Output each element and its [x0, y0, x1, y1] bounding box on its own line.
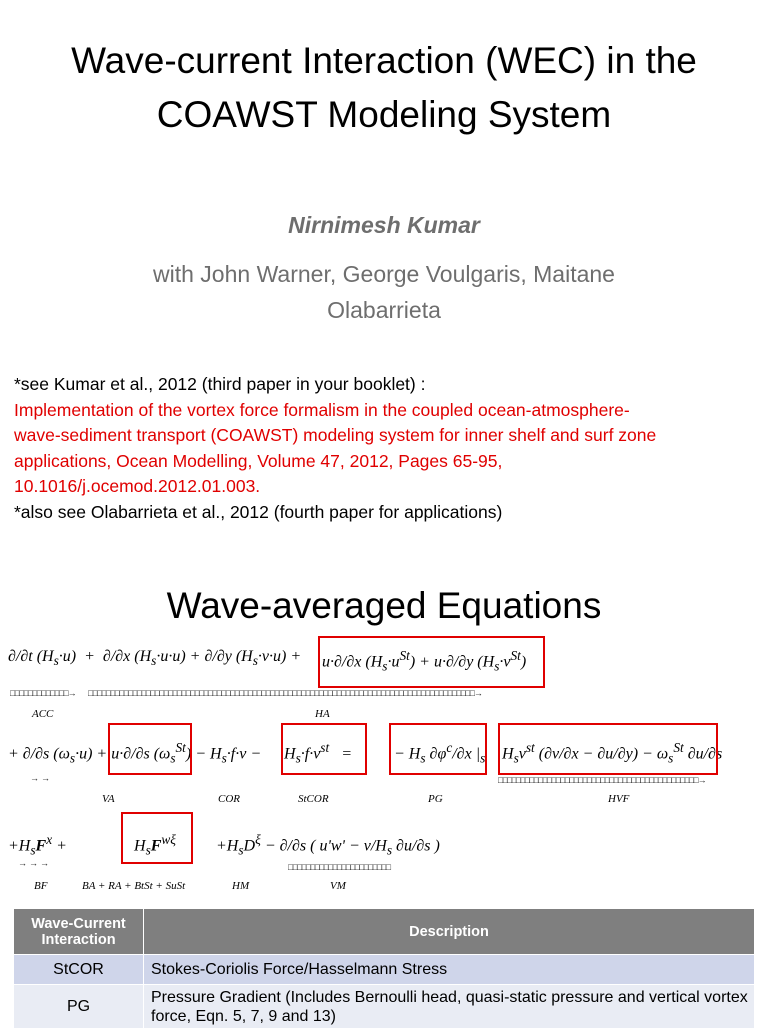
label-cor: COR [218, 793, 240, 805]
label-ba: BA + RA + BtSt + SuSt [82, 880, 186, 892]
label-vm: VM [330, 880, 346, 892]
ha-highlight-box [318, 636, 545, 688]
label-pg: PG [428, 793, 443, 805]
see-note: *see Kumar et al., 2012 (third paper in your booklet) : [14, 374, 426, 394]
label-hvf: HVF [608, 793, 630, 805]
equation-ha-terms: u·∂/∂x $(H_s\cdot u^{St}) + u\cdot\partial/\partial y$ $(H_s\cdot v^{St})$ [322, 648, 527, 674]
label-bf: BF [34, 880, 48, 892]
row-name: PG [14, 985, 144, 1029]
citation-line-3: applications, Ocean Modelling, Volume 47, 2012, Pages 65-95, [14, 450, 503, 471]
equation-bf-term: $+H_sF^x$ + [8, 832, 67, 858]
glyph-placeholder-row: □□□□□□□□□□□□□□□□□□□□□□□□□□□□□□□□□□□□□□□□□□□□□→ [498, 775, 706, 785]
glyph-placeholder-row: □□□□□□□□□□□□□□□□□□□□□□□ [288, 862, 391, 872]
equation-ba-term: $H_sF^{w\xi}$ [134, 832, 177, 858]
hvf-highlight-box [498, 723, 718, 775]
title-line-2: COAWST Modeling System [156, 94, 612, 135]
table-row [14, 955, 755, 985]
table-row [14, 985, 755, 1029]
author-name: Nirnimesh Kumar [288, 212, 480, 238]
row-desc: Pressure Gradient (Includes Bernoulli head, quasi-static pressure and vertical vortex force, Eqn. 5, 7, 9 and 13) [144, 985, 755, 1029]
glyph-arrows: → → → [18, 858, 49, 868]
equation-hm-vm-terms: $+H_sD^\xi - \partial/\partial s$ ( uʹwʹ − $\nu/H_s$ ∂u/∂s ) [216, 832, 440, 858]
references [14, 372, 759, 525]
title-line-1: Wave-current Interaction (WEC) in the [71, 40, 697, 81]
va-highlight-box [108, 723, 192, 775]
coauthors [60, 256, 708, 328]
pg-highlight-box [389, 723, 487, 775]
coauthors-line-1: with John Warner, George Voulgaris, Maitane [153, 261, 615, 287]
citation-line-2: wave-sediment transport (COAWST) modeling system for inner shelf and surf zone [14, 425, 657, 445]
ba-highlight-box [121, 812, 193, 864]
glyph-placeholder-row: □□□□□□□□□□□□□→ [10, 688, 76, 698]
glyph-arrows: → → [30, 773, 50, 783]
slide-title [0, 34, 768, 142]
equation-pg-term: − $H_s$ $\partial\varphi^c/\partial x$ $|_s$ [394, 740, 486, 766]
label-va: VA [102, 793, 115, 805]
equation-stcor-term: $H_s\cdot f\cdot v^{st}$ = [284, 740, 352, 766]
label-acc: ACC [32, 708, 54, 720]
citation-line-1: Implementation of the vortex force formalism in the coupled ocean-atmosphere- [14, 399, 630, 420]
table-header-row [14, 909, 755, 955]
citation-line-4: 10.1016/j.ocemod.2012.01.003. [14, 476, 261, 496]
glyph-placeholder-row: □□□□□□□□□□□□□□□□□□□□□□□□□□□□□□□□□□□□□□□□□□□□□□□□□□□□□□□□□□□□□□□□□□□□□□□□□□□□□□□□□□□□□□□→ [88, 688, 482, 698]
stcor-highlight-box [281, 723, 367, 775]
row-desc: Stokes-Coriolis Force/Hasselmann Stress [144, 955, 755, 985]
header-description: Description [144, 909, 755, 955]
header-wave-current: Wave-Current Interaction [14, 909, 144, 955]
equation-va-cor-terms: + ∂/∂s $(\omega_s\cdot u) + u\cdot\partial/\partial s$ $(\omega_s^{St}) - H_s\cdot f\cdot v$ − [8, 740, 262, 766]
label-ha: HA [315, 708, 330, 720]
also-see-note: *also see Olabarrieta et al., 2012 (fourth paper for applications) [14, 501, 503, 522]
row-name: StCOR [14, 955, 144, 985]
equations-title: Wave-averaged Equations [166, 585, 602, 626]
label-hm: HM [232, 880, 250, 892]
equation-acc-terms: ∂/∂t $(H_s\cdot u) + \partial/\partial x$ $(H_s\cdot u\cdot u) + \partial/\partial y$ $(H_s\cdot v\cdot u)$ + [8, 648, 302, 669]
label-stcor: StCOR [298, 793, 329, 805]
wec-table [13, 908, 755, 1029]
equation-hvf-term: $H_sv^{st}$ $(\partial v/\partial x - \partial u/\partial y) - \omega_s^{St}$ ∂u/∂s [502, 740, 723, 766]
coauthors-line-2: Olabarrieta [327, 297, 441, 323]
